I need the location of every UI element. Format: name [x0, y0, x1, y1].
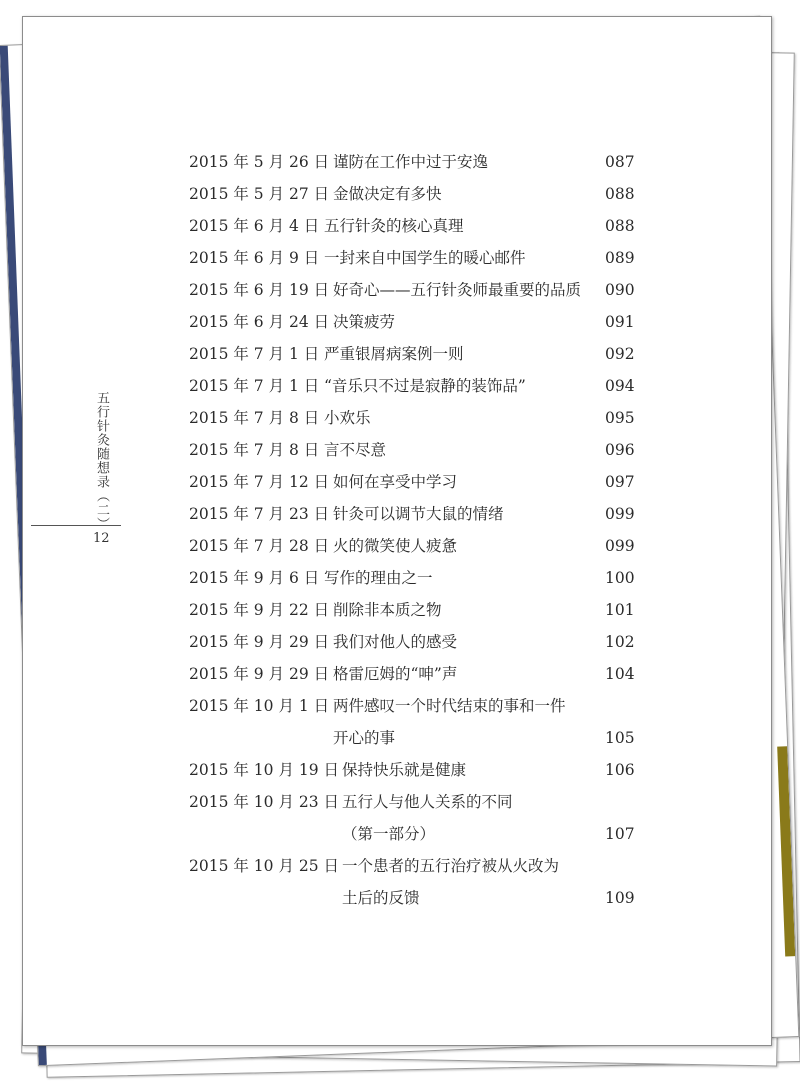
toc-date: 2015 年 9 月 6 日	[189, 569, 320, 587]
toc-date: 2015 年 7 月 23 日	[189, 505, 330, 523]
toc-date: 2015 年 6 月 19 日	[189, 281, 330, 299]
toc-title: 保持快乐就是健康	[342, 761, 467, 779]
toc-date: 2015 年 7 月 1 日	[189, 377, 320, 395]
toc-date: 2015 年 7 月 28 日	[189, 537, 330, 555]
toc-title: “音乐只不过是寂静的装饰品”	[324, 377, 526, 395]
toc-date: 2015 年 10 月 25 日	[189, 857, 340, 875]
toc-title: 格雷厄姆的“呻”声	[333, 665, 458, 683]
toc-title: 言不尽意	[324, 441, 387, 459]
toc-title: 开心的事	[333, 729, 396, 747]
toc-title: 严重银屑病案例一则	[324, 345, 464, 363]
toc-title: 小欢乐	[324, 409, 371, 427]
book-page	[22, 16, 772, 1046]
toc-entry	[23, 694, 771, 726]
toc-date: 2015 年 9 月 29 日	[189, 633, 330, 651]
toc-entry	[23, 278, 771, 310]
toc-title: 一封来自中国学生的暖心邮件	[324, 249, 526, 267]
toc-page: 088	[605, 217, 635, 235]
toc-page: 089	[605, 249, 635, 267]
toc-entry	[23, 630, 771, 662]
toc-page: 090	[605, 281, 635, 299]
table-of-contents	[23, 17, 771, 1045]
toc-title: 谨防在工作中过于安逸	[333, 153, 489, 171]
toc-title: 金做决定有多快	[333, 185, 442, 203]
toc-entry	[23, 438, 771, 470]
toc-page: 107	[605, 825, 635, 843]
toc-page: 109	[605, 889, 635, 907]
toc-title: （第一部分）	[342, 825, 436, 843]
toc-date: 2015 年 10 月 1 日	[189, 697, 330, 715]
toc-entry-continued	[23, 726, 771, 758]
toc-entry	[23, 246, 771, 278]
toc-date: 2015 年 9 月 22 日	[189, 601, 330, 619]
toc-page: 105	[605, 729, 635, 747]
toc-page: 099	[605, 505, 635, 523]
toc-entry	[23, 662, 771, 694]
toc-title: 火的微笑使人疲惫	[333, 537, 458, 555]
toc-title: 一个患者的五行治疗被从火改为	[342, 857, 560, 875]
toc-date: 2015 年 7 月 8 日	[189, 441, 320, 459]
toc-page: 100	[605, 569, 635, 587]
toc-date: 2015 年 7 月 12 日	[189, 473, 330, 491]
toc-date: 2015 年 10 月 23 日	[189, 793, 340, 811]
toc-title: 决策疲劳	[333, 313, 396, 331]
page-number: 12	[93, 531, 110, 546]
toc-entry	[23, 182, 771, 214]
toc-title: 我们对他人的感受	[333, 633, 458, 651]
toc-page: 097	[605, 473, 635, 491]
toc-page: 096	[605, 441, 635, 459]
toc-title: 针灸可以调节大鼠的情绪	[333, 505, 504, 523]
toc-entry-continued	[23, 886, 771, 918]
toc-date: 2015 年 6 月 4 日	[189, 217, 320, 235]
toc-title: 两件感叹一个时代结束的事和一件	[333, 697, 566, 715]
toc-entry	[23, 310, 771, 342]
toc-page: 104	[605, 665, 635, 683]
toc-entry	[23, 406, 771, 438]
toc-entry	[23, 214, 771, 246]
toc-page: 088	[605, 185, 635, 203]
toc-page: 106	[605, 761, 635, 779]
toc-entry	[23, 566, 771, 598]
toc-entry	[23, 790, 771, 822]
toc-date: 2015 年 7 月 8 日	[189, 409, 320, 427]
toc-title: 写作的理由之一	[324, 569, 433, 587]
toc-date: 2015 年 5 月 27 日	[189, 185, 330, 203]
toc-entry	[23, 470, 771, 502]
toc-page: 101	[605, 601, 635, 619]
toc-title: 土后的反馈	[342, 889, 420, 907]
toc-page: 092	[605, 345, 635, 363]
toc-entry	[23, 342, 771, 374]
toc-entry	[23, 758, 771, 790]
toc-title: 五行针灸的核心真理	[324, 217, 464, 235]
toc-title: 削除非本质之物	[333, 601, 442, 619]
toc-page: 087	[605, 153, 635, 171]
toc-entry	[23, 598, 771, 630]
toc-date: 2015 年 6 月 24 日	[189, 313, 330, 331]
toc-page: 095	[605, 409, 635, 427]
toc-entry	[23, 502, 771, 534]
toc-page: 094	[605, 377, 635, 395]
toc-title: 好奇心——五行针灸师最重要的品质	[333, 281, 582, 299]
toc-date: 2015 年 5 月 26 日	[189, 153, 330, 171]
toc-page: 102	[605, 633, 635, 651]
running-head: 五行针灸随想录（二）	[94, 391, 109, 531]
toc-date: 2015 年 6 月 9 日	[189, 249, 320, 267]
toc-page: 091	[605, 313, 635, 331]
toc-title: 五行人与他人关系的不同	[342, 793, 513, 811]
toc-entry	[23, 150, 771, 182]
toc-entry-continued	[23, 822, 771, 854]
toc-date: 2015 年 9 月 29 日	[189, 665, 330, 683]
toc-entry	[23, 534, 771, 566]
toc-entry	[23, 854, 771, 886]
toc-date: 2015 年 10 月 19 日	[189, 761, 340, 779]
toc-page: 099	[605, 537, 635, 555]
toc-entry	[23, 374, 771, 406]
toc-title: 如何在享受中学习	[333, 473, 458, 491]
toc-date: 2015 年 7 月 1 日	[189, 345, 320, 363]
